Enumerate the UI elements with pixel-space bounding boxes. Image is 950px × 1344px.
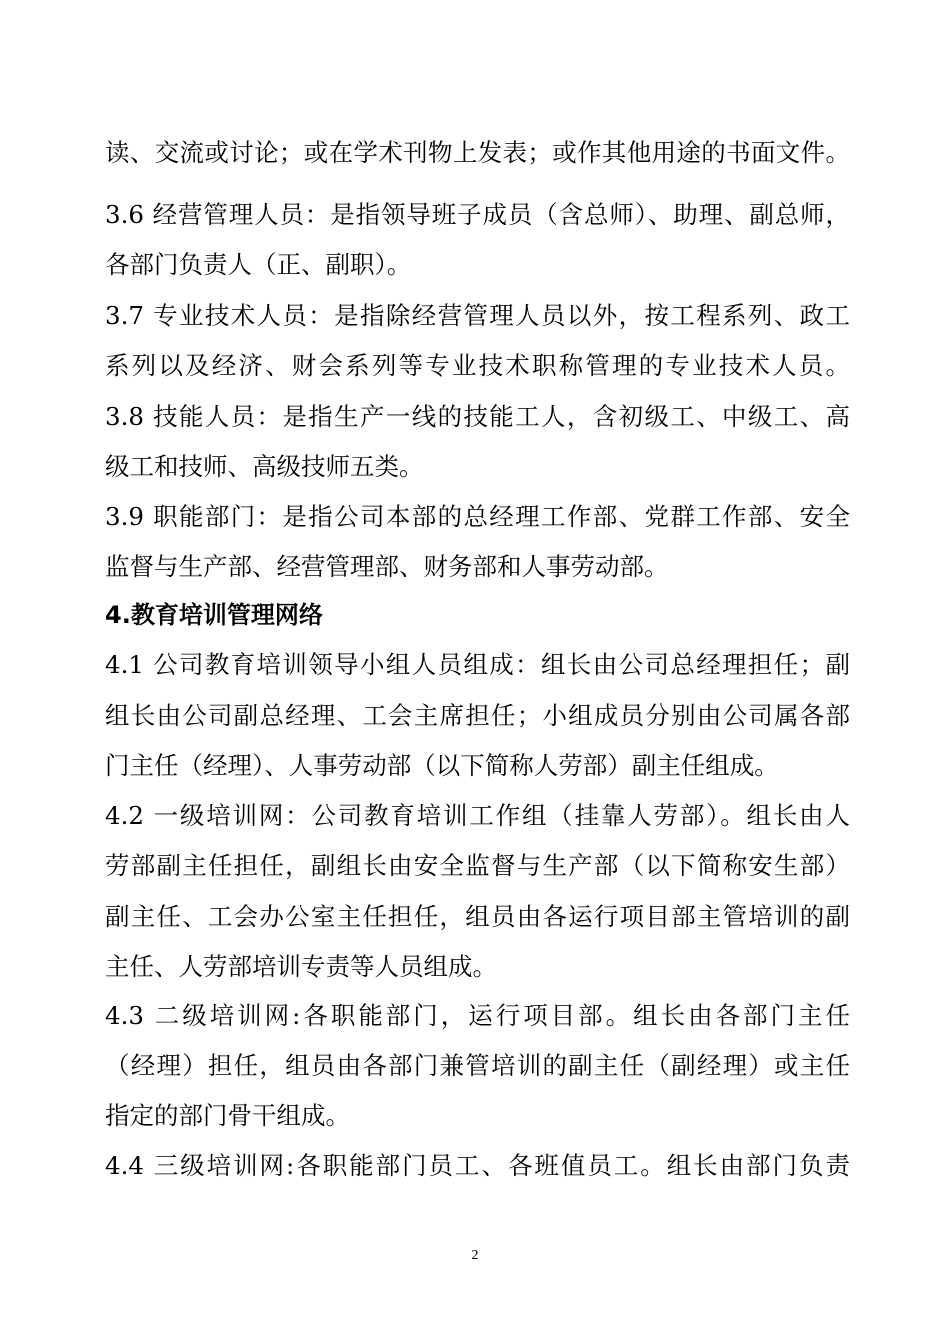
- clause-4-1-line-2: 组长由公司副总经理、工会主席担任；小组成员分别由公司属各部: [105, 701, 850, 730]
- clause-3-8-line-2: 级工和技师、高级技师五类。: [105, 452, 424, 481]
- section-heading: 4.教育培训管理网络: [105, 601, 323, 629]
- text-line: 读、交流或讨论；或在学术刊物上发表；或作其他用途的书面文件。: [105, 138, 850, 167]
- clause-4-3-line-3: 指定的部门骨干组成。: [105, 1101, 350, 1130]
- clause-3-6-line-2: 各部门负责人（正、副职）。: [105, 250, 412, 279]
- clause-3-9-line-2: 监督与生产部、经营管理部、财务部和人事劳动部。: [105, 552, 669, 581]
- clause-3-8-line-1: 3.8 技能人员：是指生产一线的技能工人，含初级工、中级工、高: [105, 402, 850, 431]
- clause-4-4-line-1: 4.4 三级培训网:各职能部门员工、各班值员工。组长由部门负责: [105, 1151, 850, 1180]
- page-number: 2: [471, 1248, 479, 1263]
- clause-4-1-line-1: 4.1 公司教育培训领导小组人员组成：组长由公司总经理担任；副: [105, 650, 850, 679]
- clause-4-2-line-2: 劳部副主任担任，副组长由安全监督与生产部（以下简称安生部）: [105, 851, 850, 880]
- clause-4-3-line-1: 4.3 二级培训网:各职能部门，运行项目部。组长由各部门主任: [105, 1001, 850, 1030]
- clause-3-6-line-1: 3.6 经营管理人员：是指领导班子成员（含总师）、助理、副总师，: [105, 200, 850, 229]
- clause-4-2-line-4: 主任、人劳部培训专责等人员组成。: [105, 952, 497, 981]
- clause-4-2-line-1: 4.2 一级培训网：公司教育培训工作组（挂靠人劳部）。组长由人: [105, 801, 850, 830]
- clause-3-7-line-2: 系列以及经济、财会系列等专业技术职称管理的专业技术人员。: [105, 351, 850, 380]
- clause-3-9-line-1: 3.9 职能部门：是指公司本部的总经理工作部、党群工作部、安全: [105, 502, 850, 531]
- clause-4-3-line-2: （经理）担任，组员由各部门兼管培训的副主任（副经理）或主任: [105, 1051, 850, 1080]
- clause-4-2-line-3: 副主任、工会办公室主任担任，组员由各运行项目部主管培训的副: [105, 902, 850, 931]
- clause-4-1-line-3: 门主任（经理）、人事劳动部（以下简称人劳部）副主任组成。: [105, 751, 779, 780]
- clause-3-7-line-1: 3.7 专业技术人员：是指除经营管理人员以外，按工程系列、政工: [105, 301, 850, 330]
